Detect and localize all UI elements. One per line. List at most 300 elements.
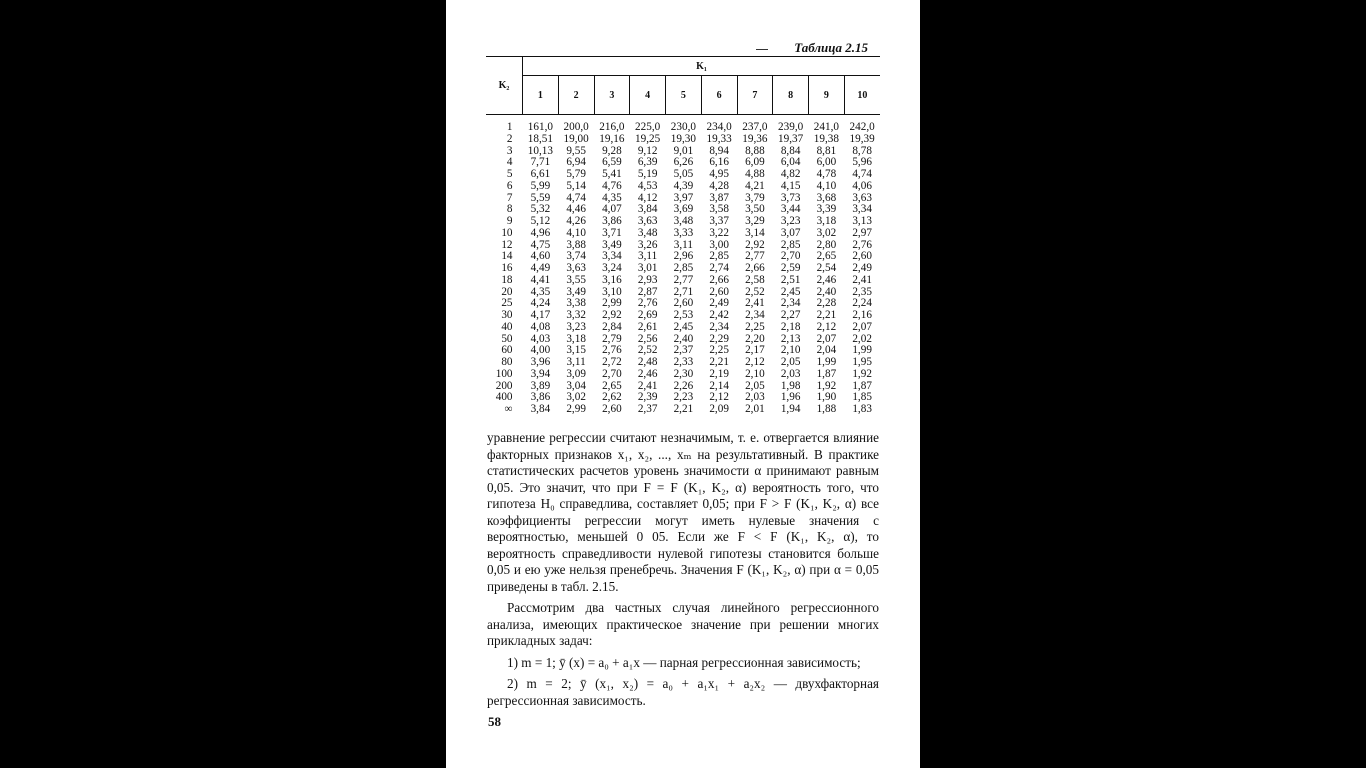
table-cell: 4,10 [816,179,837,192]
row-label: 25 [501,297,513,310]
table-cell: 4,15 [780,179,801,192]
table-cell: 3,49 [566,285,586,298]
table-cell: 3,48 [673,215,694,227]
table-cell: 9,12 [637,144,658,157]
table-cell: 4,76 [602,179,622,192]
column-header: 4 [630,76,666,115]
column-header: 8 [773,76,809,115]
table-cell: 2,29 [709,332,729,345]
table-cell: 2,05 [780,356,801,368]
table-cell: 8,78 [852,144,872,157]
table-cell: 1,87 [816,367,837,380]
table-cell: 1,88 [816,403,837,415]
table-cell: 2,07 [816,332,837,345]
table-cell: 4,60 [530,250,551,263]
table-cell: 3,37 [709,215,729,227]
table-cell: 3,48 [637,226,658,239]
column-header: 2 [558,76,594,115]
table-cell: 2,09 [709,403,729,415]
row-label: 50 [501,332,513,345]
table-row [486,134,880,146]
table-cell: 2,60 [602,403,622,415]
table-row [486,310,880,322]
table-cell: 2,20 [745,332,765,345]
table-cell: 2,49 [852,262,872,274]
table-cell: 3,04 [566,379,586,392]
table-cell: 4,35 [530,285,551,298]
table-cell: 19,16 [599,132,625,145]
row-label: 40 [501,320,513,333]
table-cell: 2,79 [602,332,622,345]
table-cell: 3,22 [709,226,729,239]
table-cell: 1,92 [852,367,872,380]
table-cell: 2,85 [673,262,694,274]
table-cell: 2,74 [709,262,729,274]
table-cell: 2,76 [602,344,622,357]
table-cell: 2,30 [673,367,694,380]
table-cell: 2,27 [780,309,801,321]
table-cell: 2,19 [709,367,729,380]
table-cell: 3,23 [780,215,801,227]
row-label: 9 [506,215,513,227]
table-cell: 5,99 [530,179,551,192]
table-cell: 2,21 [673,403,694,415]
table-cell: 2,17 [745,344,765,357]
table-cell: 3,87 [709,191,729,204]
table-cell: 3,29 [745,215,765,227]
row-label: 80 [501,356,513,368]
table-cell: 161,0 [527,121,553,133]
table-cell: 2,12 [816,320,837,333]
table-cell: 3,89 [530,379,551,392]
table-cell: 3,13 [852,215,872,227]
table-cell: 2,54 [816,262,837,274]
table-cell: 2,21 [709,356,729,368]
table-cell: 2,69 [637,309,658,321]
row-label: 16 [501,262,513,274]
table-cell: 3,18 [566,332,586,345]
table-cell: 2,53 [673,309,694,321]
table-cell: 239,0 [778,121,804,133]
table-cell: 2,35 [852,285,872,298]
column-header: 10 [844,76,880,115]
table-cell: 2,70 [780,250,801,263]
table-cell: 1,98 [780,379,801,392]
table-cell: 3,39 [816,203,837,216]
row-label: 18 [501,273,513,286]
table-cell: 3,33 [673,226,694,239]
table-cell: 4,82 [780,168,801,180]
table-cell: 4,21 [745,179,765,192]
table-cell: 4,17 [530,309,551,321]
table-cell: 2,46 [816,273,837,286]
table-cell: 200,0 [563,121,589,133]
table-cell: 3,69 [673,203,694,216]
table-cell: 1,87 [852,379,872,392]
table-cell: 2,85 [780,238,801,251]
table-cell: 4,00 [530,344,551,357]
row-label: 30 [501,309,513,321]
table-cell: 19,33 [706,132,732,145]
table-cell: 2,39 [637,391,658,404]
table-cell: 2,04 [816,344,837,357]
table-cell: 2,60 [852,250,872,263]
table-cell: 2,37 [637,403,658,415]
table-cell: 3,94 [530,367,551,380]
table-cell: 3,34 [852,203,872,216]
row-label: 10 [501,226,513,239]
table-cell: 2,03 [780,367,801,380]
table-cell: 5,19 [637,168,658,180]
table-body [486,115,880,416]
table-cell: 2,66 [745,262,765,274]
table-cell: 2,24 [852,297,872,310]
table-cell: 3,38 [566,297,586,310]
table-cell: 3,86 [602,215,622,227]
table-cell: 19,38 [813,132,839,145]
table-row [486,181,880,193]
table-cell: 3,11 [673,238,693,251]
table-cell: 5,12 [530,215,551,227]
table-cell: 5,05 [673,168,694,180]
table-cell: 2,12 [745,356,765,368]
table-cell: 2,92 [745,238,765,251]
table-cell: 2,71 [673,285,694,298]
table-cell: 3,23 [566,320,586,333]
table-cell: 3,96 [530,356,551,368]
table-cell: 3,02 [816,226,837,239]
table-row [486,263,880,275]
column-header: 6 [701,76,737,115]
f-distribution-table [486,56,880,416]
table-cell: 4,39 [673,179,694,192]
table-cell: 2,28 [816,297,837,310]
table-cell: 8,94 [709,144,729,157]
table-row [486,357,880,369]
row-label: ∞ [504,403,513,415]
column-header: 3 [594,76,630,115]
row-label: 20 [501,285,513,298]
scan-mark [756,49,768,50]
table-cell: 3,68 [816,191,837,204]
table-cell: 19,36 [742,132,768,145]
book-page [446,0,920,768]
table-cell: 1,83 [852,403,872,415]
table-cell: 3,58 [709,203,729,216]
table-cell: 19,39 [849,132,875,145]
table-cell: 3,71 [602,226,622,239]
row-label: 3 [506,144,513,157]
column-header: 9 [809,76,845,115]
table-cell: 4,35 [602,191,622,204]
table-cell: 6,00 [816,156,837,169]
column-number-row [486,76,880,115]
row-label: 5 [506,168,513,180]
table-cell: 4,06 [852,179,872,192]
table-cell: 2,18 [780,320,801,333]
list-item-2: 2) m = 2; ȳ (x₁, x₂) = a₀ + a₁x₁ + a₂x₂ — двухфакторная регрессионная зависимость. [487,676,879,708]
table-cell: 2,41 [852,273,872,286]
table-cell: 2,72 [602,356,622,368]
table-row [486,169,880,181]
column-header: 5 [666,76,702,115]
row-label: 4 [506,156,513,169]
table-cell: 3,24 [602,262,622,274]
table-cell: 5,96 [852,156,872,169]
table-cell: 2,52 [745,285,765,298]
body-text [487,430,879,709]
row-label: 7 [506,191,513,204]
table-cell: 2,40 [673,332,694,345]
table-row [486,322,880,334]
row-label: 200 [495,379,513,392]
table-cell: 4,26 [566,215,586,227]
table-cell: 3,18 [816,215,837,227]
table-cell: 2,87 [637,285,658,298]
table-row [486,275,880,287]
table-cell: 2,66 [709,273,729,286]
table-cell: 9,28 [602,144,622,157]
table-cell: 3,84 [637,203,658,216]
row-label: 60 [501,344,513,357]
table-cell: 2,77 [745,250,765,263]
table-cell: 6,26 [673,156,694,169]
table-cell: 225,0 [635,121,661,133]
table-cell: 3,97 [673,191,694,204]
table-cell: 4,88 [745,168,765,180]
table-cell: 1,99 [816,356,837,368]
table-cell: 241,0 [813,121,839,133]
table-cell: 2,93 [637,273,658,286]
row-label: 400 [495,391,513,404]
table-cell: 3,00 [709,238,729,251]
table-cell: 18,51 [527,132,553,145]
table-cell: 3,34 [602,250,622,263]
list-item-1: 1) m = 1; ȳ (x) = a₀ + a₁x — парная регрессионная зависимость; [507,654,861,670]
table-cell: 2,58 [745,273,765,286]
table-cell: 2,13 [780,332,801,345]
table-cell: 3,07 [780,226,801,239]
table-cell: 2,65 [816,250,837,263]
table-cell: 2,26 [673,379,694,392]
table-cell: 9,55 [566,144,586,157]
table-cell: 234,0 [706,121,732,133]
table-cell: 3,86 [530,391,551,404]
row-label: 2 [506,132,513,145]
table-cell: 1,85 [852,391,872,404]
table-cell: 237,0 [742,121,768,133]
table-cell: 3,02 [566,391,586,404]
table-cell: 2,41 [745,297,765,310]
table-cell: 3,32 [566,309,586,321]
table-cell: 2,60 [673,297,694,310]
table-cell: 3,09 [566,367,586,380]
table-cell: 4,08 [530,320,551,333]
table-cell: 4,74 [566,191,586,204]
table-cell: 4,49 [530,262,551,274]
table-cell: 4,95 [709,168,729,180]
table-cell: 9,01 [673,144,694,157]
col-group-header-k1: K₁ [523,57,881,76]
table-cell: 3,01 [637,262,658,274]
table-cell: 3,50 [745,203,765,216]
table-cell: 2,05 [745,379,765,392]
table-cell: 19,30 [670,132,696,145]
table-cell: 6,59 [602,156,622,169]
table-cell: 4,53 [637,179,658,192]
table-cell: 242,0 [849,121,875,133]
table-cell: 4,78 [816,168,837,180]
table-cell: 230,0 [670,121,696,133]
table-cell: 3,44 [780,203,801,216]
table-cell: 2,85 [709,250,729,263]
table-cell: 2,41 [637,379,658,392]
row-label: 100 [495,367,513,380]
table-cell: 8,88 [745,144,765,157]
table-cell: 2,99 [602,297,622,310]
table-cell: 5,79 [566,168,586,180]
table-cell: 2,62 [602,391,622,404]
table-cell: 2,45 [780,285,801,298]
column-header: 7 [737,76,773,115]
table-cell: 2,03 [745,391,765,404]
table-cell: 3,11 [638,250,658,263]
table-cell: 3,79 [745,191,765,204]
table-cell: 4,24 [530,297,551,310]
table-cell: 2,46 [637,367,658,380]
table-cell: 3,10 [602,285,622,298]
table-cell: 2,61 [637,320,658,333]
table-cell: 6,39 [637,156,658,169]
table-cell: 4,28 [709,179,729,192]
table-cell: 1,90 [816,391,837,404]
table-cell: 19,00 [563,132,589,145]
table-cell: 2,40 [816,285,837,298]
table-cell: 3,11 [566,356,586,368]
table-cell: 7,71 [530,156,551,169]
row-label: 12 [501,238,513,251]
table-cell: 4,46 [566,203,586,216]
table-cell: 2,84 [602,320,622,333]
table-cell: 3,49 [602,238,622,251]
table-cell: 216,0 [599,121,625,133]
table-cell: 2,48 [637,356,658,368]
table-cell: 2,23 [673,391,694,404]
table-cell: 1,95 [852,356,872,368]
table-cell: 3,73 [780,191,801,204]
table-cell: 3,88 [566,238,586,251]
table-cell: 8,81 [816,144,837,157]
table-cell: 2,25 [709,344,729,357]
table-cell: 2,99 [566,403,586,415]
page-number: 58 [488,714,501,729]
table-cell: 2,76 [852,238,872,251]
table-cell: 3,26 [637,238,658,251]
table-cell: 19,37 [778,132,804,145]
paragraph-2: Рассмотрим два частных случая линейного регрессионного анализа, имеющих практическое значение при решении многих прикладных задач: [487,600,879,648]
paragraph-1: уравнение регрессии считают незначимым, т. е. отвергается влияние факторных признаков x₁, x₂, ..., xₘ на результативный. В практике статистических расчетов уровень значимости α принимают равным 0,05. Это значит, что при F = F (K₁, K₂, α) вероятность того, что гипотеза H₀ справедлива, составляет 0,05; при F > F (K₁, K₂, α) все коэффициенты регрессии могут иметь нулевые значения с вероятностью, меньшей 0 05. Если же F < F (K₁, K₂, α), то вероятность справедливости нулевой гипотезы становится больше 0,05 и ею уже нельзя пренебречь. Значения F (K₁, K₂, α) при α = 0,05 приведены в табл. 2.15. [487,430,879,594]
table-row [486,122,880,134]
table-cell: 2,02 [852,332,872,345]
table-cell: 4,75 [530,238,551,251]
table-cell: 2,59 [780,262,801,274]
table-cell: 3,16 [602,273,622,286]
table-cell: 2,01 [745,403,765,415]
table-cell: 3,63 [566,262,586,274]
table-cell: 3,15 [566,344,586,357]
row-label: 8 [506,203,513,216]
table-cell: 3,63 [637,215,658,227]
table-cell: 2,92 [602,309,622,321]
table-cell: 2,34 [709,320,729,333]
table-row [486,404,880,416]
table-cell: 2,34 [780,297,801,310]
table-cell: 4,12 [637,191,658,204]
table-cell: 19,25 [635,132,661,145]
table-row [486,216,880,228]
table-cell: 2,21 [816,309,837,321]
table-row [486,369,880,381]
table-row [486,228,880,240]
table-cell: 2,56 [637,332,658,345]
table-cell: 6,16 [709,156,729,169]
table-cell: 2,96 [673,250,694,263]
column-header: 1 [523,76,559,115]
table-cell: 2,49 [709,297,729,310]
table-cell: 3,74 [566,250,586,263]
row-label: 1 [506,121,513,133]
table-cell: 8,84 [780,144,801,157]
table-cell: 2,14 [709,379,729,392]
table-cell: 1,94 [780,403,801,415]
table-cell: 6,09 [745,156,765,169]
table-cell: 4,07 [602,203,622,216]
table-cell: 2,97 [852,226,872,239]
row-label: 6 [506,179,513,192]
table-cell: 2,10 [780,344,801,357]
table-cell: 2,25 [745,320,765,333]
table-cell: 2,34 [745,309,765,321]
table-cell: 3,84 [530,403,551,415]
table-cell: 2,65 [602,379,622,392]
table-cell: 1,92 [816,379,837,392]
table-cell: 2,76 [637,297,658,310]
table-cell: 4,41 [530,273,551,286]
table-cell: 2,77 [673,273,694,286]
table-cell: 2,70 [602,367,622,380]
table-cell: 1,99 [852,344,872,357]
table-cell: 2,45 [673,320,694,333]
table-cell: 2,52 [637,344,658,357]
table-cell: 4,10 [566,226,586,239]
table-caption: Таблица 2.15 [794,40,868,55]
table-cell: 4,74 [852,168,872,180]
table-cell: 4,03 [530,332,551,345]
table-cell: 2,12 [709,391,729,404]
table-cell: 3,14 [745,226,765,239]
table-cell: 6,04 [780,156,801,169]
table-cell: 2,33 [673,356,694,368]
table-cell: 2,16 [852,309,872,321]
table-cell: 2,37 [673,344,694,357]
table-cell: 6,94 [566,156,586,169]
table-cell: 2,07 [852,320,872,333]
table-cell: 5,41 [602,168,622,180]
table-cell: 2,60 [709,285,729,298]
table-cell: 10,13 [527,144,553,157]
table-cell: 5,32 [530,203,551,216]
table-cell: 4,96 [530,226,551,239]
